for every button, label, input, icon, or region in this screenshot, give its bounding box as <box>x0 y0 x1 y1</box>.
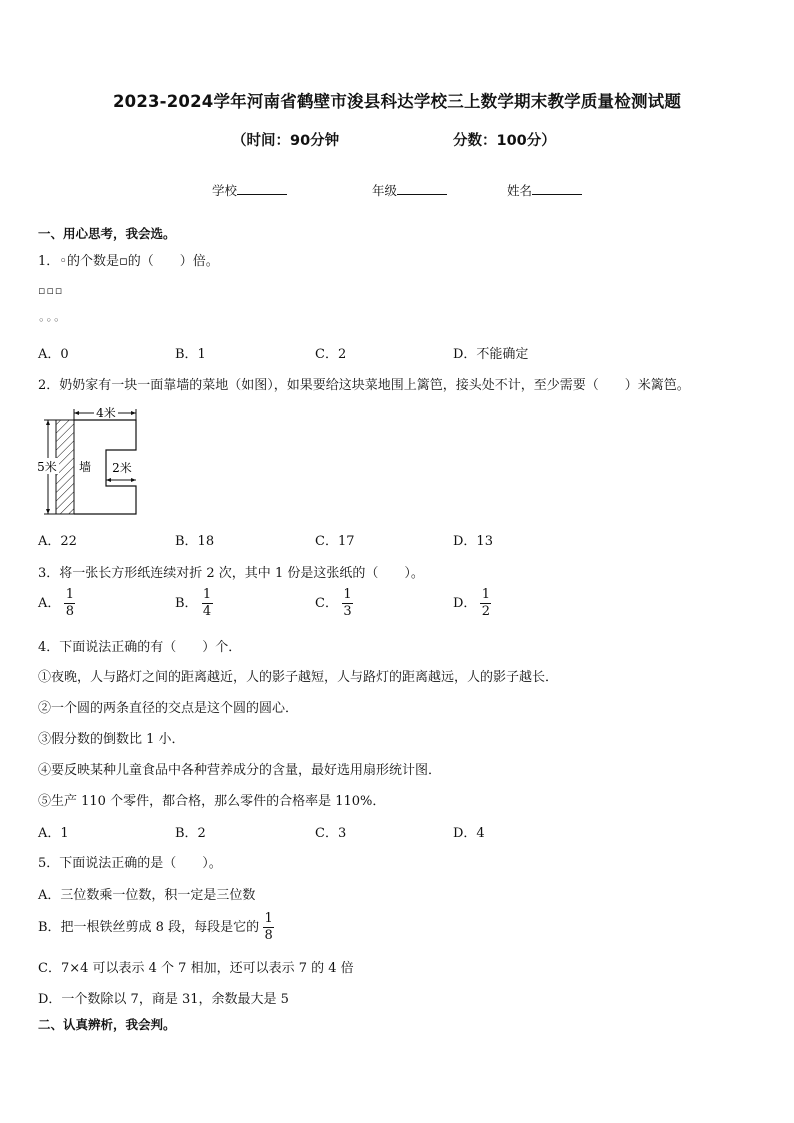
name-blank <box>532 183 582 195</box>
section-heading-2: 二、认真辨析，我会判。 <box>38 1017 176 1032</box>
q4-option-a: A．1 <box>38 826 69 841</box>
name-field <box>507 181 582 199</box>
q4-statement-3: ③假分数的倒数比 1 小． <box>38 732 185 747</box>
q2-option-d: D．13 <box>453 534 493 549</box>
q1-option-d: D．不能确定 <box>453 347 529 362</box>
q2-option-b: B．18 <box>175 534 215 549</box>
q3-option-d <box>453 588 491 619</box>
grade-field <box>372 181 447 199</box>
q4-statement-4: ④要反映某种儿童食品中各种营养成分的含量，最好选用扇形统计图． <box>38 763 442 778</box>
q5-option-d: D．一个数除以 7，商是 31，余数最大是 5 <box>38 992 289 1007</box>
q1-circles-row: ◦◦◦ <box>38 314 61 327</box>
exam-score: 分数：100分） <box>453 133 556 149</box>
q3-option-b-fraction: $\frac{1}{4}$ <box>202 587 212 619</box>
q4-statement-2: ②一个圆的两条直径的交点是这个圆的圆心． <box>38 701 299 716</box>
q2-option-c: C．17 <box>315 534 355 549</box>
q5-option-a: A．三位数乘一位数，积一定是三位数 <box>38 888 256 903</box>
q1-option-a: A．0 <box>38 347 69 362</box>
section-heading-1: 一、用心思考，我会选。 <box>38 226 176 241</box>
q3-option-a <box>38 588 75 619</box>
q4-option-d: D．4 <box>453 826 485 841</box>
grade-blank <box>397 183 447 195</box>
q3-option-b <box>175 588 213 619</box>
q2-option-a: A．22 <box>38 534 77 549</box>
q1-squares-row: ▫▫▫ <box>38 284 64 297</box>
q4-option-c: C．3 <box>315 826 347 841</box>
q5-option-b-text: B．把一根铁丝剪成 8 段，每段是它的 <box>38 920 260 935</box>
q3-option-a-fraction: $\frac{1}{8}$ <box>65 587 75 619</box>
question-5-text: 5．下面说法正确的是（ ）。 <box>38 856 222 871</box>
question-4-text: 4．下面说法正确的有（ ）个． <box>38 640 242 655</box>
question-3-text: 3．将一张长方形纸连续对折 2 次，其中 1 份是这张纸的（ ）。 <box>38 566 424 581</box>
top-dimension-label: 4米 <box>96 406 116 420</box>
question-1-text: 1．◦的个数是▫的（ ）倍。 <box>38 254 219 269</box>
q3-option-d-letter: D． <box>453 596 477 611</box>
q4-statement-5: ⑤生产 110 个零件，都合格，那么零件的合格率是 110%． <box>38 794 386 809</box>
left-dimension-label: 5米 <box>37 460 57 474</box>
q4-statement-1: ①夜晚，人与路灯之间的距离越近，人的影子越短，人与路灯的距离越远，人的影子越长． <box>38 670 559 685</box>
school-blank <box>237 183 287 195</box>
q1-option-b: B．1 <box>175 347 206 362</box>
q5-option-c: C．7×4 可以表示 4 个 7 相加，还可以表示 7 的 4 倍 <box>38 961 354 976</box>
q3-option-b-letter: B． <box>175 596 198 611</box>
wall-label: 墙 <box>78 460 92 474</box>
q3-option-d-fraction: $\frac{1}{2}$ <box>481 587 491 619</box>
q5-option-b <box>38 912 274 943</box>
q3-option-c-letter: C． <box>315 596 338 611</box>
q3-option-c-fraction: $\frac{1}{3}$ <box>343 587 352 619</box>
page-title: 2023-2024学年河南省鹤壁市浚县科达学校三上数学期末教学质量检测试题 <box>112 92 682 111</box>
q3-option-c <box>315 588 353 619</box>
q4-option-b: B．2 <box>175 826 206 841</box>
exam-time: （时间：90分钟 <box>232 133 340 149</box>
school-label: 学校 <box>212 183 238 198</box>
q5-option-b-fraction: $\frac{1}{8}$ <box>264 911 273 943</box>
q3-option-a-letter: A． <box>38 596 61 611</box>
school-field <box>212 181 287 199</box>
notch-dimension-label: 2米 <box>112 461 132 475</box>
name-label: 姓名 <box>507 183 533 198</box>
garden-figure <box>34 404 144 518</box>
q1-option-c: C．2 <box>315 347 347 362</box>
question-2-text: 2．奶奶家有一块一面靠墙的菜地（如图），如果要给这块菜地围上篱笆，接头处不计，至少需要（ ）米篱笆。 <box>38 378 690 393</box>
grade-label: 年级 <box>372 183 398 198</box>
